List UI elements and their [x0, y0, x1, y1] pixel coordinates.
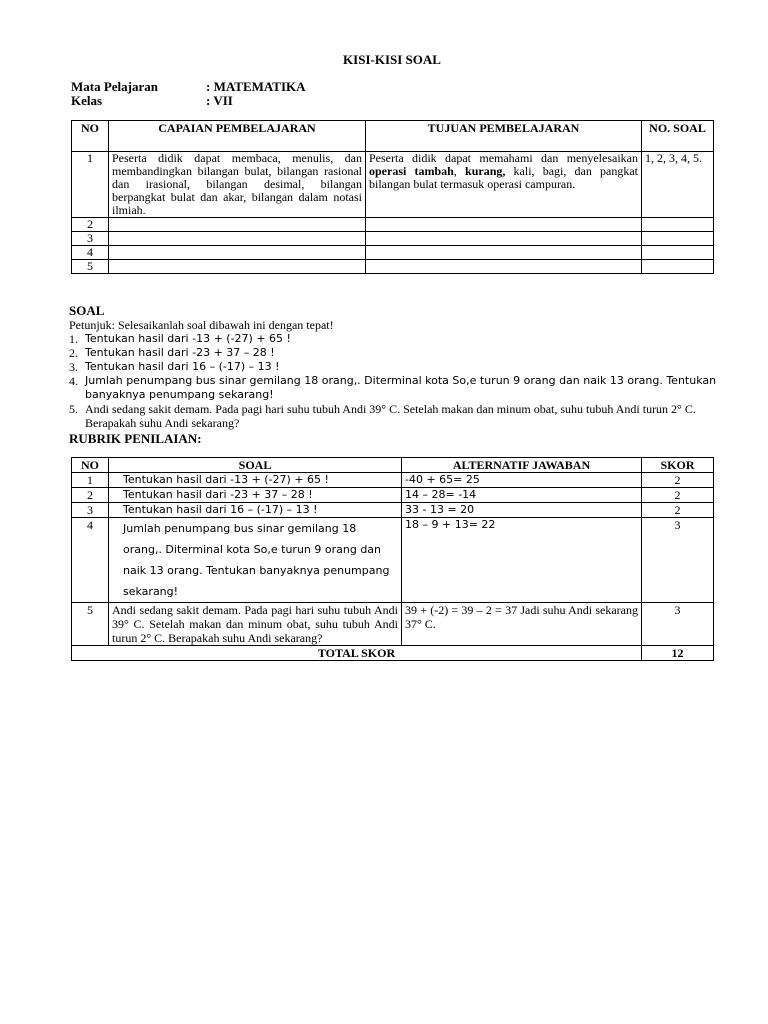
grid-cell-empty: [642, 246, 714, 260]
rubrik-header-jawaban: ALTERNATIF JAWABAN: [402, 458, 642, 473]
grid-cell-empty: [642, 260, 714, 274]
grid-cell-empty: [109, 232, 366, 246]
class-value: : VII: [206, 93, 233, 108]
question-number: 2.: [69, 346, 78, 360]
grid-cell-empty: [109, 218, 366, 232]
rubrik-cell-no: 1: [72, 473, 109, 488]
class-label: Kelas: [71, 93, 103, 108]
rubrik-heading: RUBRIK PENILAIAN:: [69, 431, 202, 446]
total-label: TOTAL SKOR: [72, 646, 642, 661]
grid-cell-no: 1: [72, 152, 109, 218]
question-number: 3.: [69, 360, 78, 374]
soal-section: [69, 318, 719, 430]
rubrik-row: [72, 518, 714, 603]
grid-cell-empty: [366, 260, 642, 274]
rubrik-cell-soal: Tentukan hasil dari -23 + 37 – 28 !: [109, 488, 402, 503]
question-number: 4.: [69, 374, 78, 388]
grid-table: [71, 120, 714, 274]
rubrik-cell-skor: 2: [642, 503, 714, 518]
soal-heading: SOAL: [69, 303, 105, 318]
grid-cell-capaian: Peserta didik dapat membaca, menulis, dan membandingkan bilangan bulat, bilangan rasional dan irasional, bilangan desimal, bilangan berpangkat bulat dan akar, bilangan dalam notasi ilmiah.: [109, 152, 366, 218]
page-title: KISI-KISI SOAL: [343, 52, 441, 67]
grid-header-no-soal: NO. SOAL: [642, 121, 714, 152]
grid-header-tujuan: TUJUAN PEMBELAJARAN: [366, 121, 642, 152]
rubrik-cell-soal: Jumlah penumpang bus sinar gemilang 18 orang,. Diterminal kota So,e turun 9 orang dan naik 13 orang. Tentukan banyaknya penumpang sekarang!: [109, 518, 402, 603]
grid-cell-empty: [109, 246, 366, 260]
rubrik-total-row: [72, 646, 714, 661]
rubrik-header-soal: SOAL: [109, 458, 402, 473]
rubrik-cell-no: 5: [72, 603, 109, 646]
grid-cell-empty: [366, 246, 642, 260]
grid-row: [72, 218, 714, 232]
question-text: Jumlah penumpang bus sinar gemilang 18 orang,. Diterminal kota So,e turun 9 orang dan naik 13 orang. Tentukan banyaknya penumpang sekarang!: [85, 374, 717, 401]
document-meta: [71, 80, 306, 108]
subject-label: Mata Pelajaran: [71, 79, 159, 94]
soal-instruction: Petunjuk: Selesaikanlah soal dibawah ini dengan tepat!: [69, 318, 334, 332]
rubrik-cell-no: 2: [72, 488, 109, 503]
tujuan-text-end: kali, bagi, dan pangkat bilangan bulat termasuk operasi campuran.: [369, 164, 639, 191]
rubrik-row: [72, 603, 714, 646]
rubrik-row: [72, 503, 714, 518]
grid-cell-no-soal: 1, 2, 3, 4, 5.: [642, 152, 714, 218]
rubrik-cell-soal: Tentukan hasil dari 16 – (-17) – 13 !: [109, 503, 402, 518]
tujuan-bold-tambah: operasi tambah: [369, 164, 454, 178]
grid-row: [72, 152, 714, 218]
rubrik-cell-skor: 3: [642, 603, 714, 646]
grid-cell-no: 2: [72, 218, 109, 232]
grid-cell-no: 3: [72, 232, 109, 246]
grid-cell-empty: [366, 232, 642, 246]
grid-header-capaian: CAPAIAN PEMBELAJARAN: [109, 121, 366, 152]
subject-row: [71, 80, 306, 94]
question-item: [69, 374, 719, 402]
grid-cell-no: 5: [72, 260, 109, 274]
grid-row: [72, 246, 714, 260]
tujuan-comma: ,: [453, 164, 466, 178]
grid-cell-tujuan: [366, 152, 642, 218]
rubrik-cell-jawaban: -40 + 65= 25: [402, 473, 642, 488]
rubrik-header-skor: SKOR: [642, 458, 714, 473]
rubrik-cell-no: 4: [72, 518, 109, 603]
grid-cell-empty: [109, 260, 366, 274]
rubrik-cell-skor: 2: [642, 488, 714, 503]
total-value: 12: [642, 646, 714, 661]
grid-cell-no: 4: [72, 246, 109, 260]
rubrik-cell-skor: 2: [642, 473, 714, 488]
rubrik-table: [71, 457, 714, 661]
question-number: 1.: [69, 332, 78, 346]
tujuan-bold-kurang: kurang,: [465, 164, 506, 178]
question-item: [69, 332, 719, 346]
rubrik-cell-jawaban: 39 + (-2) = 39 – 2 = 37 Jadi suhu Andi sekarang 37° C.: [402, 603, 642, 646]
rubrik-cell-jawaban: 33 - 13 = 20: [402, 503, 642, 518]
question-text: Andi sedang sakit demam. Pada pagi hari suhu tubuh Andi 39° C. Setelah makan dan minum obat, suhu tubuh Andi turun 2° C. Berapakah suhu Andi sekarang?: [85, 402, 696, 430]
rubrik-cell-jawaban: 18 – 9 + 13= 22: [402, 518, 642, 603]
rubrik-row: [72, 473, 714, 488]
question-text: Tentukan hasil dari 16 – (-17) – 13 !: [85, 360, 280, 373]
class-row: [71, 94, 306, 108]
grid-row: [72, 232, 714, 246]
rubrik-cell-soal: Andi sedang sakit demam. Pada pagi hari suhu tubuh Andi 39° C. Setelah makan dan minum obat, suhu tubuh Andi turun 2° C. Berapakah suhu Andi sekarang?: [109, 603, 402, 646]
tujuan-text: Peserta didik dapat memahami dan menyelesaikan: [369, 151, 638, 165]
rubrik-header-row: [72, 458, 714, 473]
grid-cell-empty: [366, 218, 642, 232]
rubrik-cell-skor: 3: [642, 518, 714, 603]
question-number: 5.: [69, 402, 78, 416]
grid-cell-empty: [642, 218, 714, 232]
rubrik-header-no: NO: [72, 458, 109, 473]
question-text: Tentukan hasil dari -23 + 37 – 28 !: [85, 346, 275, 359]
rubrik-cell-soal: Tentukan hasil dari -13 + (-27) + 65 !: [109, 473, 402, 488]
grid-header-no: NO: [72, 121, 109, 152]
grid-cell-empty: [642, 232, 714, 246]
question-text: Tentukan hasil dari -13 + (-27) + 65 !: [85, 332, 291, 345]
grid-row: [72, 260, 714, 274]
rubrik-cell-jawaban: 14 – 28= -14: [402, 488, 642, 503]
question-item: [69, 346, 719, 360]
question-item: [69, 360, 719, 374]
grid-header-row: [72, 121, 714, 152]
rubrik-cell-no: 3: [72, 503, 109, 518]
rubrik-row: [72, 488, 714, 503]
subject-value: : MATEMATIKA: [206, 79, 306, 94]
question-item: [69, 402, 719, 430]
